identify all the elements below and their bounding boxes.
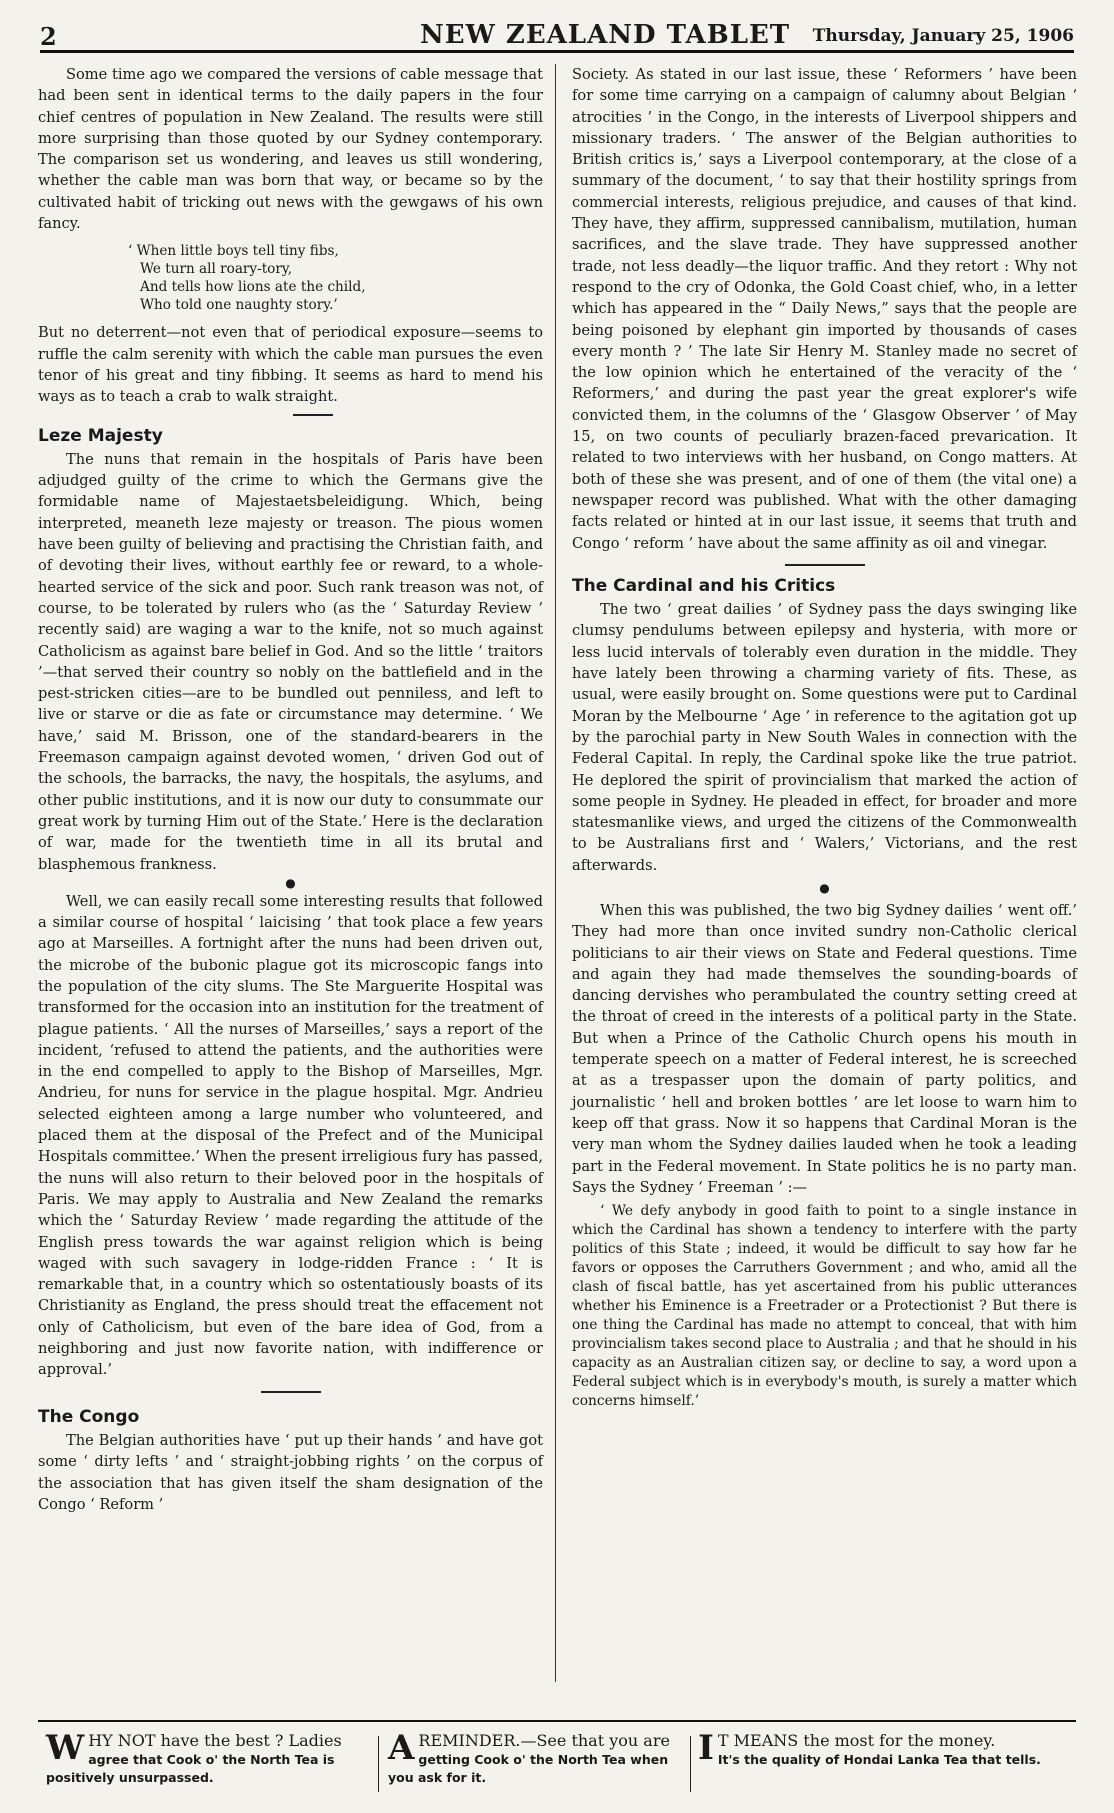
section-heading: Leze Majesty — [38, 425, 163, 446]
ad-text: It's the quality of Hondai Lanka Tea that tells. — [717, 1752, 1041, 1767]
drop-cap: A — [388, 1728, 415, 1768]
section-bullet: ● — [819, 880, 830, 895]
ad-text: agree that Cook o' the North Tea is positively unsurpassed. — [46, 1752, 335, 1785]
column-divider — [555, 64, 556, 1682]
verse-line: And tells how lions ate the child, — [140, 279, 366, 296]
ad-divider — [690, 1736, 691, 1792]
paragraph: Society. As stated in our last issue, these ‘ Reformers ’ have been for some time carrying on a campaign of calumny about Belgian ‘ atrocities ’ in the Congo, in the interests of Liverpool shippers and missionary traders. ‘ The answer of the Belgian authorities to British critics is,’ says a Liverpool contemporary, at the close of a summary of the document, ‘ to say that their hostility springs from commercial interests, religious prejudice, and causes of that kind. They have, they affirm, suppressed cannibalism, mutilation, human sacrifices, and the slave trade. They have suppressed another trade, not less deadly—the liquor traffic. And they retort : Why not respond to the cry of Odonka, the Gold Coast chief, who, in a letter which has appeared in the “ Daily News,” says that the people are being poisoned by elephant gin imported by thousands of cases every month ? ’ The late Sir Henry M. Stanley made no secret of the low opinion which he entertained of the veracity of the ‘ Reformers,’ and during the past year the great explorer's wife convicted them, in the columns of the ‘ Glasgow Observer ’ of May 15, on two counts of peculiarly brazen-faced prevarication. It related to two interviews with her husband, on Congo matters. At both of these she was present, and of one of them (the vital one) a newspaper record was published. What with the other damaging facts related or hinted at in our last issue, it seems that truth and Congo ‘ reform ’ have about the same affinity as oil and vinegar. — [572, 66, 1077, 552]
section-rule — [293, 414, 333, 416]
paragraph: When this was published, the two big Sydney dailies ‘ went off.’ They had more than once invited sundry non-Catholic clerical politicians to air their views on State and Federal questions. Time and again they had made themselves the sounding-boards of dancing dervishes who perambulated the country setting creed at the throat of creed in the interests of a political party in the State. But when a Prince of the Catholic Church opens his mouth in temperate speech on a matter of Federal interest, he is screeched at as a trespasser upon the domain of party politics, and journalistic ‘ hell and broken bottles ’ are let loose to warn him to keep off that grass. Now it so happens that Cardinal Moran is the very man whom the Sydney dailies lauded when he took a leading part in the Federal movement. In State politics he is no party man. Says the Sydney ‘ Freeman ’ :— — [572, 901, 1077, 1196]
paragraph: The Belgian authorities have ‘ put up their hands ’ and have got some ‘ dirty lefts ’ and ‘ straight-jobbing rights ’ on the corpus of the association that has given itself the sham designation of the Congo ‘ Reform ’ — [38, 1431, 543, 1513]
section-rule — [785, 564, 865, 566]
paragraph: Well, we can easily recall some interesting results that followed a similar course of hospital ‘ laicising ’ that took place a few years ago at Marseilles. A fortnight after the nuns had been driven out, the microbe of the bubonic plague got its microscopic fangs into the population of the city slums. The Ste Marguerite Hospital was transformed for the occasion into an institution for the treatment of plague patients. ‘ All the nurses of Marseilles,’ says a report of the incident, ‘refused to attend the patients, and the authorities were in the end compelled to apply to the Bishop of Marseilles, Mgr. Andrieu, for nuns for service in the plague hospital. Mgr. Andrieu selected eighteen among a large number who volunteered, and placed them at the disposal of the Prefect and of the Municipal Hospitals committee.’ When the present irreligious fury has passed, the nuns will also return to their beloved poor in the hospitals of Paris. We may apply to Australia and New Zealand the remarks which the ‘ Saturday Review ’ made regarding the attitude of the English press towards the war against religion which is being waged with such savagery in lodge-ridden France : ‘ It is remarkable that, in a country which so ostentatiously boasts of its Christianity as England, the press should treat the effacement not only of Catholicism, but even of the bare idea of God, from a neighboring and just now favorite nation, with indifference or approval.’ — [38, 892, 543, 1379]
verse — [128, 242, 543, 314]
page-number: 2 — [40, 22, 57, 51]
ad-text: getting Cook o' the North Tea when you ask for it. — [388, 1752, 669, 1785]
section-bullet: ● — [285, 875, 296, 890]
tea-advertisement — [698, 1728, 1068, 1769]
drop-cap: W — [46, 1728, 85, 1768]
newspaper-title: NEW ZEALAND TABLET — [420, 20, 791, 50]
section-heading: The Cardinal and his Critics — [572, 575, 836, 596]
ad-headline: HY NOT have the best ? Ladies — [88, 1731, 342, 1750]
paragraph: The two ‘ great dailies ’ of Sydney pass the days swinging like clumsy pendulums between epilepsy and hysteria, with more or less lucid intervals of tolerably even duration in the middle. They have lately been throwing a charming variety of fits. These, as usual, were easily brought on. Some questions were put to Cardinal Moran by the Melbourne ‘ Age ’ in reference to the agitation got up by the parochial party in New South Wales in connection with the Federal Capital. In reply, the Cardinal spoke like the true patriot. He deplored the spirit of provincialism that marked the action of some people in Sydney. He pleaded in effect, for broader and more statesmanlike views, and urged the citizens of the Commonwealth to be Australians first and ‘ Walers,’ Victorians, and the rest afterwards. — [572, 601, 1077, 874]
ad-divider — [378, 1736, 379, 1792]
right-column — [572, 64, 1077, 1411]
verse-line: We turn all roary-tory, — [140, 261, 293, 278]
issue-date: Thursday, January 25, 1906 — [812, 26, 1074, 46]
section-heading: The Congo — [38, 1406, 140, 1427]
ad-headline: T MEANS the most for the money. — [717, 1731, 996, 1750]
tea-advertisement — [388, 1728, 688, 1787]
section-rule — [261, 1391, 321, 1393]
paragraph: Some time ago we compared the versions of cable message that had been sent in identical terms to the daily papers in the four chief centres of population in New Zealand. The results were still more surprising than those quoted by our Sydney contemporary. The comparison set us wondering, and leaves us still wondering, whether the cable man was born that way, or became so by the cultivated habit of tricking out news with the gewgaws of his own fancy. — [38, 66, 543, 233]
advertisement-strip — [38, 1720, 1076, 1792]
ad-headline: REMINDER.—See that you are — [418, 1731, 670, 1750]
masthead — [40, 22, 1074, 53]
paragraph: But no deterrent—not even that of periodical exposure—seems to ruffle the calm serenity with which the cable man pursues the even tenor of his great and tiny fibbing. It seems as hard to mend his ways as to teach a crab to walk straight. — [38, 324, 543, 406]
paragraph: The nuns that remain in the hospitals of Paris have been adjudged guilty of the crime to which the Germans give the formidable name of Majestaetsbeleidigung. Which, being interpreted, meaneth leze majesty or treason. The pious women have been guilty of believing and practising the Christian faith, and of devoting their lives, without earthly fee or reward, to a whole-hearted service of the sick and poor. Such rank treason was not, of course, to be tolerated by rulers who (as the ‘ Saturday Review ’ recently said) are waging a war to the knife, not so much against Catholicism as against bare belief in God. And so the little ‘ traitors ’—that served their country so nobly on the battlefield and in the pest-stricken cities—are to be bundled out penniless, and left to live or starve or die as fate or circumstance may determine. ‘ We have,’ said M. Brisson, one of the standard-bearers in the Freemason campaign against devoted women, ‘ driven God out of the schools, the barracks, the navy, the hospitals, the asylums, and other public institutions, and it is now our duty to consummate our great work by turning Him out of the State.’ Here is the declaration of war, made for the twentieth time in all its brutal and blasphemous frankness. — [38, 450, 543, 873]
left-column — [38, 64, 543, 1515]
tea-advertisement — [46, 1728, 376, 1787]
verse-line: Who told one naughty story.’ — [140, 297, 338, 314]
block-quote: ‘ We defy anybody in good faith to point to a single instance in which the Cardinal has shown a tendency to interfere with the party politics of this State ; indeed, it would be difficult to say how far he favors or opposes the Carruthers Government ; and who, amid all the clash of fiscal battle, has yet ascertained from his public utterances whether his Eminence is a Freetrader or a Protectionist ? But there is one thing the Cardinal has made no attempt to conceal, that with him provincialism takes second place to Australia ; and that he should in his capacity as an Australian citizen say, or decline to say, a word upon a Federal subject which is in everybody's mouth, is surely a matter which concerns himself.’ — [572, 1203, 1077, 1410]
drop-cap: I — [698, 1728, 714, 1768]
verse-line: ‘ When little boys tell tiny fibs, — [128, 243, 339, 260]
